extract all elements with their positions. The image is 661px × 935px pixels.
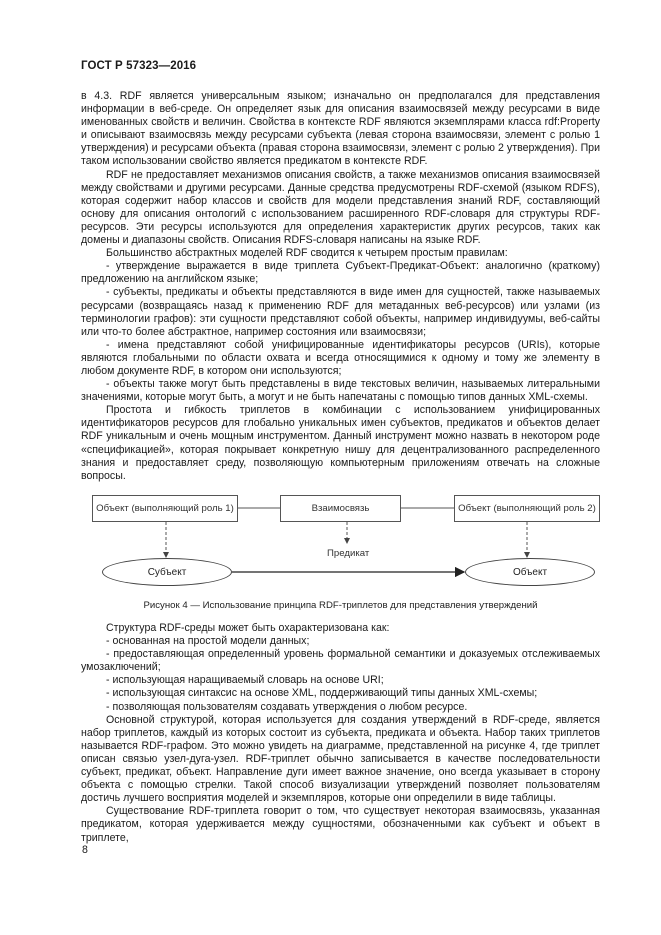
box-object-role-1: Объект (выполняющий роль 1)	[92, 495, 238, 522]
list-item: - имена представляют собой унифицированные идентификаторы ресурсов (URIs), которые являются глобальными по области охвата и всегда относящимися к одному и тому же элементу в любом документе RDF, в котором они используются;	[81, 338, 600, 377]
paragraph: Существование RDF-триплета говорит о том, что существует некоторая взаимосвязь, указанная предикатом, которая удерживается между сущностями, обозначенными как субъект и объект в триплете,	[81, 805, 600, 844]
list-item: - использующая синтаксис на основе XML, поддерживающий типы данных XML-схемы;	[106, 687, 538, 700]
list-item: - утверждение выражается в виде триплета Субъект-Предикат-Объект: аналогично (краткому) предложению на английском языке;	[81, 260, 600, 286]
paragraph: RDF не предоставляет механизмов описания свойств, а также механизмов описания взаимосвязей между свойствами и другими ресурсами. Данные средства предусмотрены RDF-схемой (языком RDFS), которая содержит набор классов и свойств для модели представления знаний RDF, составляющий основу для описания онтологий с использованием расширенного RDF-словаря для структуры RDF-ресурсов. Эти ресурсы используются для определения характеристик других ресурсов, таких как домены и диапазоны свойств. Описания RDFS-словаря написаны на языке RDF.	[81, 168, 600, 247]
list-item: - объекты также могут быть представлены в виде текстовых величин, называемых литеральными значениями, которые могут быть, а могут и не быть напечатаны с помощью типов данных XML-схемы.	[81, 378, 600, 404]
text-block-structure	[81, 622, 600, 845]
paragraph: в 4.3. RDF является универсальным языком; изначально он предполагался для представления информации в веб-среде. Он определяет язык для описания взаимосвязей между ресурсами в виде именованных свойств и величин. Свойства в контексте RDF являются экземплярами класса rdf:Property и описывают взаимосвязь между ресурсами субъекта (левая сторона взаимосвязи, элемент с ролью 1 утверждения) и ресурсами объекта (правая сторона взаимосвязи, элемент с ролью 2 утверждения). При таком использовании свойство является предикатом в контексте RDF.	[81, 90, 600, 168]
list-item: - предоставляющая определенный уровень формальной семантики и доказуемых отслеживаемых умозаключений;	[81, 648, 600, 674]
page-number: 8	[82, 844, 88, 856]
paragraph: Структура RDF-среды может быть охарактеризована как:	[106, 622, 390, 634]
list-item: - основанная на простой модели данных;	[106, 635, 310, 648]
paragraph: Основной структурой, которая используется для создания утверждений в RDF-среде, является набор триплетов, каждый из которых состоит из субъекта, предиката и объекта. Набор таких триплетов называется RDF-графом. Это можно увидеть на диаграмме, представленной на рисунке 4, где триплет описан связью узел-дуга-узел. RDF-триплет обычно записывается в качестве последовательности субъект, предикат, объект. Направление дуги имеет важное значение, оно всегда указывает в сторону объекта с помощью стрелки. Такой способ визуализации утверждений позволяет пользователям достичь лучшего восприятия моделей и экземпляров, которые они определили в виде таблицы.	[81, 713, 600, 805]
list-item: - субъекты, предикаты и объекты представляются в виде имен для сущностей, также называемых ресурсами (возвращаясь назад к применению RDF для метаданных веб-ресурсов) или узлами (из терминологии графов): эти сущности представляют собой объекты, например индивидуумы, веб-сайты или что-то более абстрактное, например состояния или взаимосвязи;	[81, 286, 600, 338]
text-block-intro	[81, 90, 600, 483]
document-header: ГОСТ Р 57323—2016	[81, 60, 197, 72]
box-relationship: Взаимосвязь	[280, 495, 401, 522]
ellipse-subject: Субъект	[102, 558, 232, 586]
paragraph: Большинство абстрактных моделей RDF сводится к четырем простым правилам:	[106, 247, 508, 260]
box-object-role-2: Объект (выполняющий роль 2)	[454, 495, 600, 522]
list-item: - использующая наращиваемый словарь на основе URI;	[106, 674, 384, 687]
paragraph: Простота и гибкость триплетов в комбинации с использованием унифицированных идентификаторов ресурсов для глобально уникальных имен субъектов, предикатов и объектов делает RDF уникальным и очень мощным инструментом. Данный инструмент можно назвать в некотором роде «спецификацией», которая покрывает конкретную нишу для децентрализованного распределенного знания и предоставляет среду, позволяющую компьютерным приложениям отвечать на сложные вопросы.	[81, 404, 600, 482]
list-item: - позволяющая пользователям создавать утверждения о любом ресурсе.	[106, 700, 468, 713]
figure-caption: Рисунок 4 — Использование принципа RDF-триплетов для представления утверждений	[143, 600, 538, 611]
ellipse-object: Объект	[465, 558, 595, 586]
predicate-label: Предикат	[327, 548, 370, 559]
figure-rdf-triplet-diagram	[80, 485, 605, 595]
